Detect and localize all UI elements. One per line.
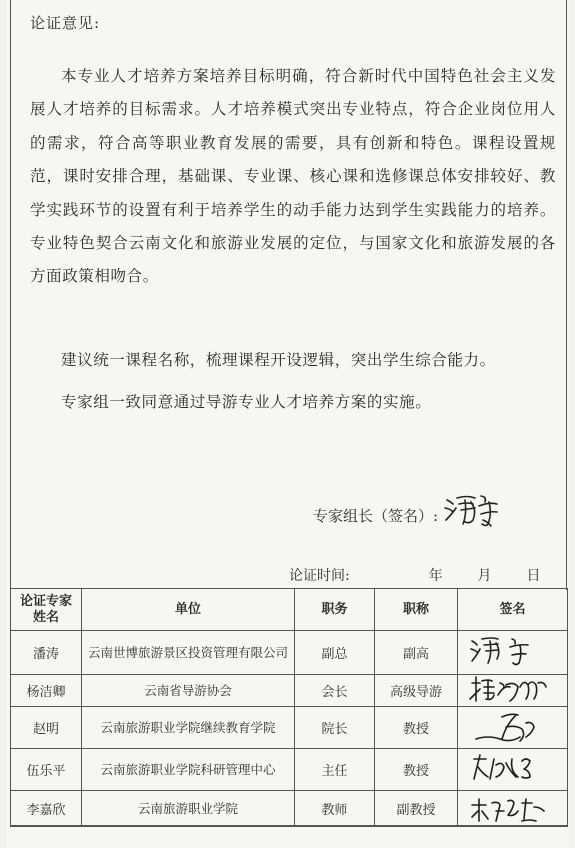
table-row [11, 707, 568, 749]
review-time-year: 年 [428, 568, 443, 584]
expert-name: 李嘉欣 [11, 791, 82, 827]
expert-unit: 云南旅游职业学院 [82, 791, 295, 827]
expert-unit: 云南省导游协会 [82, 675, 295, 707]
handwritten-signature [466, 709, 550, 743]
header-title: 职称 [375, 589, 458, 631]
expert-position: 会长 [295, 675, 375, 707]
expert-unit: 云南世博旅游景区投资管理有限公司 [82, 631, 295, 675]
expert-title: 教授 [375, 749, 458, 791]
frame-right-border [566, 0, 567, 590]
expert-table [10, 588, 568, 827]
header-signature: 签名 [458, 589, 568, 631]
expert-signature [458, 707, 568, 749]
expert-signature [458, 749, 568, 791]
expert-signature [458, 631, 568, 675]
expert-name: 杨洁卿 [11, 675, 82, 707]
expert-title: 高级导游 [375, 675, 458, 707]
table-header-row [11, 589, 568, 631]
leader-signature-label: 专家组长（签名）: [313, 507, 439, 525]
expert-unit: 云南旅游职业学院科研管理中心 [82, 749, 295, 791]
review-time-month: 月 [477, 568, 492, 584]
handwritten-signature [466, 673, 550, 707]
table-bottom-rule [10, 825, 567, 826]
expert-name: 潘涛 [11, 631, 82, 675]
expert-position: 副总 [295, 631, 375, 675]
opinion-paragraph-2: 建议统一课程名称，梳理课程开设逻辑，突出学生综合能力。 [61, 351, 496, 369]
expert-title: 教授 [375, 707, 458, 749]
header-expert-name: 论证专家姓名 [11, 589, 82, 631]
frame-left-border [10, 0, 11, 590]
expert-position: 院长 [295, 707, 375, 749]
header-position: 职务 [295, 589, 375, 631]
review-time-label: 论证时间: [289, 568, 350, 584]
expert-unit: 云南旅游职业学院继续教育学院 [82, 707, 295, 749]
handwritten-signature [466, 751, 550, 785]
opinion-paragraph-1: 本专业人才培养方案培养目标明确，符合新时代中国特色社会主义发展人才培养的目标需求。人才培养模式突出专业特点，符合企业岗位用人的需求，符合高等职业教育发展的需要，具有创新和特色。课程设置规范，课时安排合理，基础课、专业课、核心课和选修课总体安排较好、教学实践环节的设置有利于培养学生的动手能力达到学生实践能力的培养。专业特色契合云南文化和旅游业发展的定位，与国家文化和旅游发展的各方面政策相吻合。 [30, 67, 556, 286]
expert-position: 教师 [295, 791, 375, 827]
table-row [11, 675, 568, 707]
handwritten-signature [466, 793, 550, 827]
leader-handwritten-signature [441, 490, 511, 530]
handwritten-signature [466, 633, 550, 667]
expert-position: 主任 [295, 749, 375, 791]
expert-title: 副高 [375, 631, 458, 675]
table-row [11, 791, 568, 827]
expert-signature [458, 675, 568, 707]
review-time-line [289, 565, 540, 585]
expert-name: 赵明 [11, 707, 82, 749]
table-row [11, 749, 568, 791]
opinion-heading: 论证意见: [30, 14, 101, 32]
review-time-day: 日 [526, 568, 541, 584]
header-unit: 单位 [82, 589, 295, 631]
opinion-paragraph-3: 专家组一致同意通过导游专业人才培养方案的实施。 [61, 393, 432, 411]
expert-signature [458, 791, 568, 827]
expert-title: 副教授 [375, 791, 458, 827]
table-row [11, 631, 568, 675]
expert-name: 伍乐平 [11, 749, 82, 791]
